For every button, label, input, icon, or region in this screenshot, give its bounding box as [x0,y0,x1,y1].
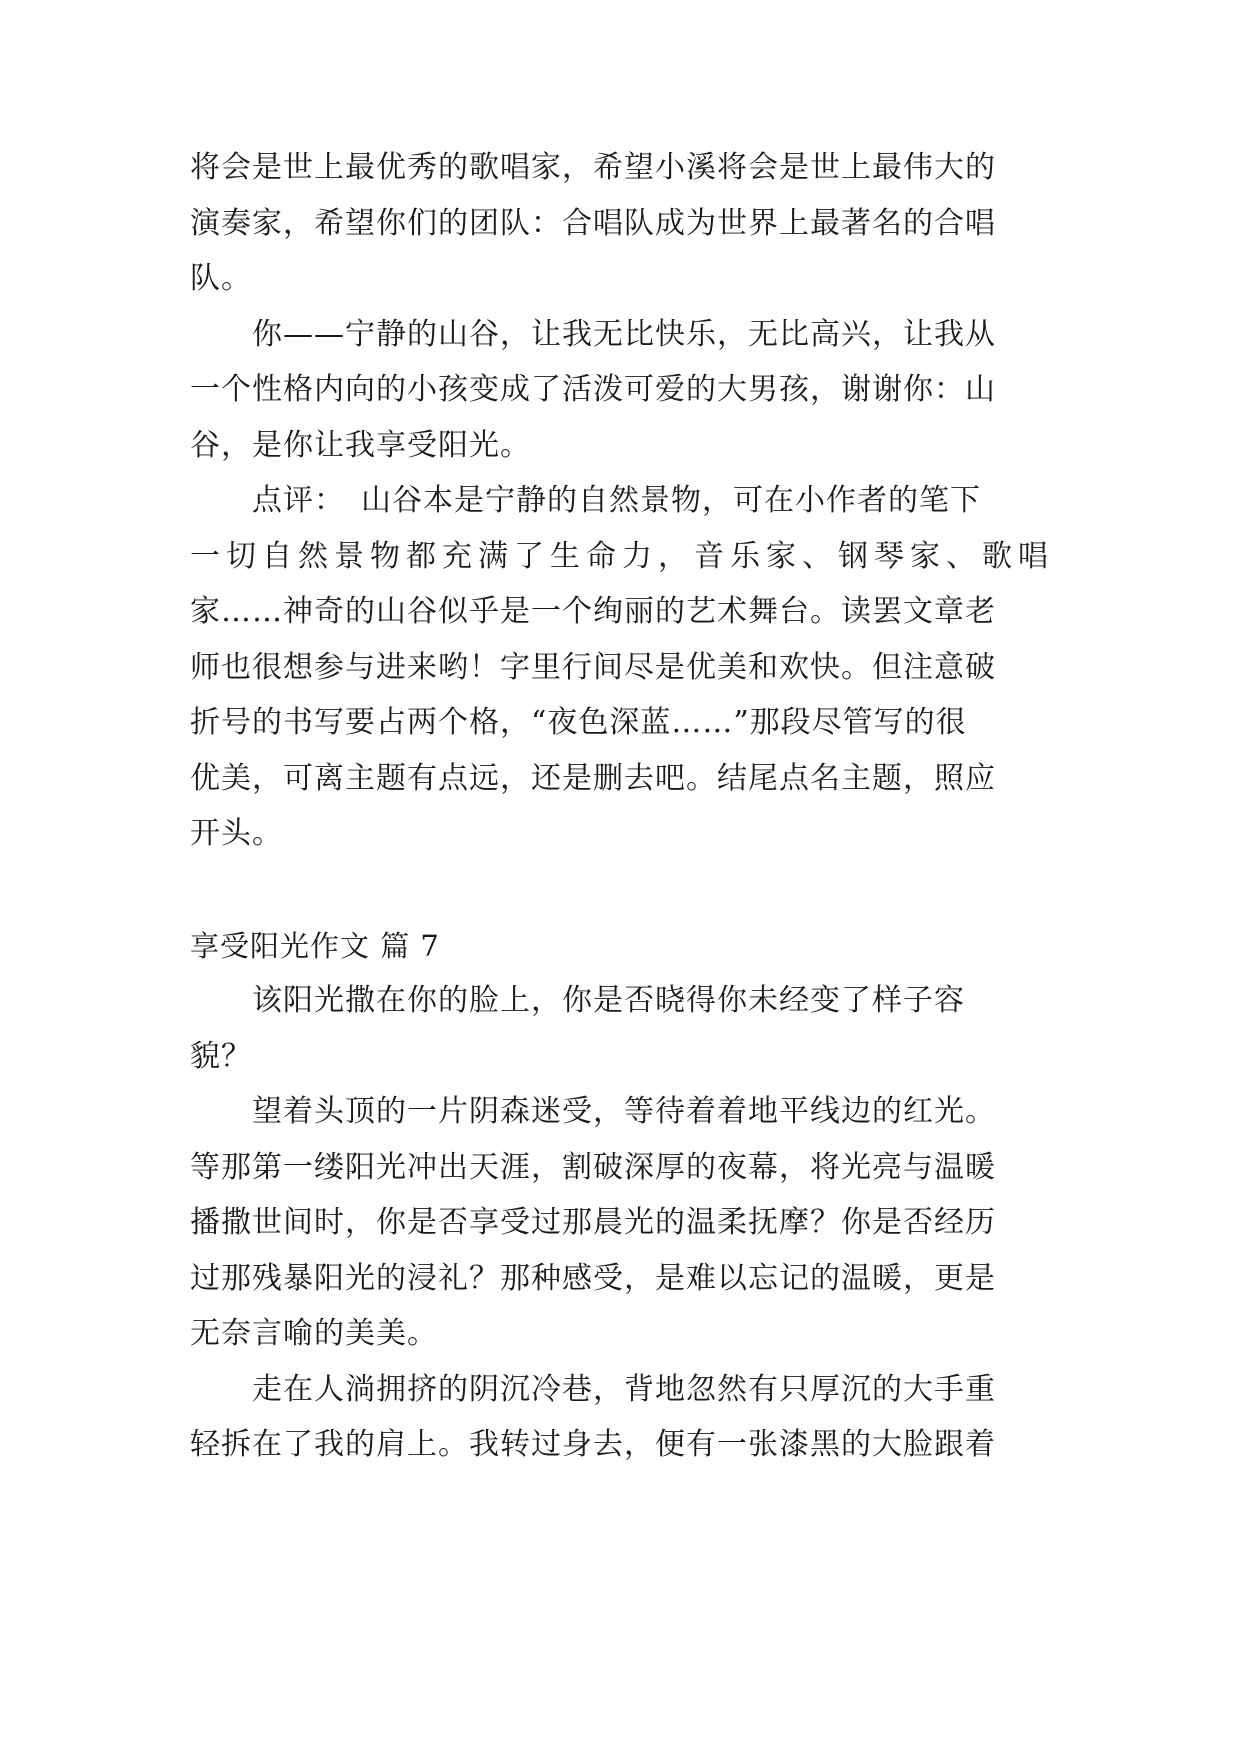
text-line: 该阳光撒在你的脸上，你是否晓得你未经变了样子容 [190,983,965,1018]
text-line: 师也很想参与进来哟！字里行间尽是优美和欢快。但注意破 [190,650,996,685]
text-line: 家……神奇的山谷似乎是一个绚丽的艺术舞台。读罢文章老 [190,594,996,629]
text-line: 优美，可离主题有点远，还是删去吧。结尾点名主题，照应 [190,761,996,796]
text-line: 走在人淌拥挤的阴沉冷巷，背地忽然有只厚沉的大手重 [190,1372,996,1407]
text-line: 点评： 山谷本是宁静的自然景物，可在小作者的笔下 [190,483,981,518]
text-line: 谷，是你让我享受阳光。 [190,428,531,463]
text-line: 你——宁静的山谷，让我无比快乐，无比高兴，让我从 [190,317,996,352]
text-line: 一个性格内向的小孩变成了活泼可爱的大男孩，谢谢你：山 [190,372,996,407]
text-line: 将会是世上最优秀的歌唱家，希望小溪将会是世上最伟大的 [190,150,996,185]
text-line: 轻拆在了我的肩上。我转过身去，便有一张漆黑的大脸跟着 [190,1427,996,1462]
text-line: 播撒世间时，你是否享受过那晨光的温柔抚摩？你是否经历 [190,1205,996,1240]
text-line: 一切自然景物都充满了生命力，音乐家、钢琴家、歌唱 [190,539,1054,574]
text-line: 折号的书写要占两个格，“夜色深蓝……”那段尽管写的很 [190,705,967,740]
text-line: 开头。 [190,816,283,851]
text-line: 无奈言喻的美美。 [190,1316,438,1351]
text-line: 貌？ [190,1039,252,1074]
text-line: 演奏家，希望你们的团队：合唱队成为世界上最著名的合唱 [190,206,996,241]
text-line: 等那第一缕阳光冲出天涯，割破深厚的夜幕，将光亮与温暖 [190,1150,996,1185]
text-line: 过那残暴阳光的浸礼？那种感受，是难以忘记的温暖，更是 [190,1261,996,1296]
section-heading: 享受阳光作文 篇 7 [190,929,440,963]
text-line: 望着头顶的一片阴森迷受，等待着着地平线边的红光。 [190,1094,996,1129]
text-line: 队。 [190,261,252,296]
